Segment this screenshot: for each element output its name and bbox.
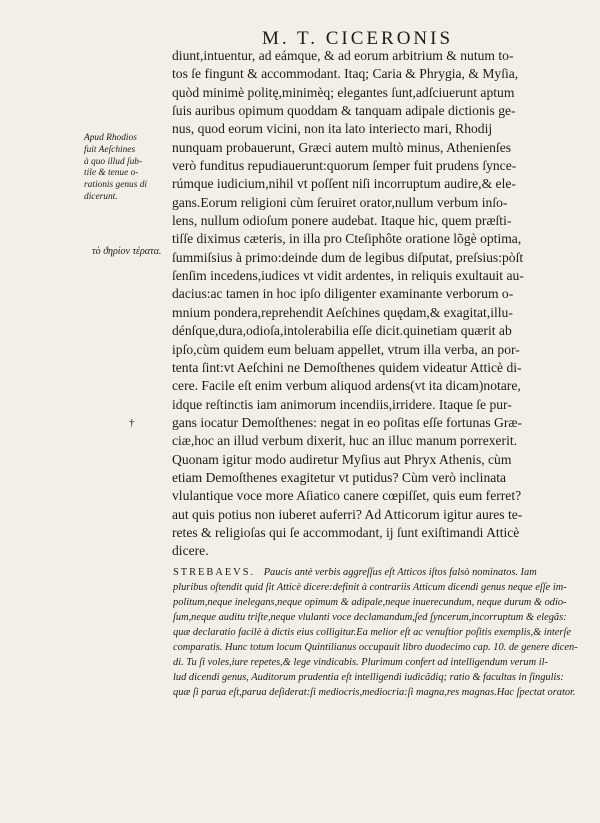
- text-line: verò funditus repudiauerunt:quorum ſemper fuit prudens ſynce-: [172, 158, 517, 174]
- commentary-block: [173, 565, 587, 700]
- text-line: ciæ,hoc an illud verbum dixerit, huc an illuc manum porrexerit.: [172, 433, 518, 449]
- text-line: tenta ſint:vt Aeſchini ne Demoſthenes quidem videatur Atticè di-: [172, 359, 522, 375]
- margin-note-line: à quo illud ſub-: [84, 156, 143, 167]
- text-line: gans.Eorum religioni cùm ſeruiret orator,nullum verbum inſo-: [172, 194, 508, 210]
- text-line: quòd minimè politę,minimèq; elegantes ſunt,adſciuerunt aptum: [172, 84, 515, 100]
- commentary-line: di. Tu ſi voles,iure repetes,& lege vindicabis. Plurimum confert ad intelligendum verum il-: [173, 657, 548, 668]
- text-line: lens, nullum odioſum ponere audebat. Itaque hic, quem præſti-: [172, 213, 512, 229]
- text-line: etiam Demoſthenes exagitetur vt putidus? Cùm verò inclinata: [172, 469, 507, 485]
- text-line: gans iocatur Demoſthenes: negat in eo poſitas eſſe fortunas Græ-: [172, 414, 522, 430]
- text-line: ſummiſsius à primo:deinde dum de legibus diſputat, preſsius:pòſt: [172, 249, 524, 265]
- greek-margin-note: τὸ ϑηρίον τέρατα.: [92, 246, 162, 257]
- commentary-first-text: Paucis antè verbis aggreſſus eſt Atticos iſtos falsò nominatos. Iam: [263, 567, 537, 578]
- text-line: mnium pondera,reprehendit Aeſchines quędam,& exagitat,illu-: [172, 304, 513, 320]
- commentary-first-line: [173, 565, 587, 580]
- text-line: retes & religioſas qui ſe accommodant, ij ſunt exiſtimandi Atticè: [172, 524, 520, 540]
- commentary-line: pluribus oſtendit quid ſit Atticè dicere:definit à contrariis Atticum dicendi genus neque eſſe im-: [173, 582, 567, 593]
- text-line: vlulantique voce more Aſiatico canere cœpiſſet, quis eum ferret?: [172, 488, 522, 504]
- margin-note-line: dicerunt.: [84, 191, 118, 202]
- commentary-line: politum,neque inelegans,neque opimum & adipale,neque inuerecundum, neque durum & odio-: [173, 597, 567, 608]
- margin-note-line: rationis genus di: [84, 180, 148, 191]
- text-line: nus, quod eorum vicini, non ita lato interiecto mari, Rhodij: [172, 121, 493, 137]
- commentary-author: STREBAEVS.: [173, 567, 256, 578]
- commentary-line: quæ ſi parua eſt,parua deſiderat:ſi mediocris,mediocria:ſi magna,res magnas.Hac ſpectat orator.: [173, 687, 576, 698]
- margin-note: [84, 133, 170, 204]
- commentary-line: comparatis. Hunc totum locum Quintilianus occupauit libro duodecimo cap. 10. de genere dicen-: [173, 642, 578, 653]
- margin-note-line: fuit Aeſchines: [84, 144, 136, 155]
- text-line: Quonam igitur modo audiretur Myſius aut Phryx Athenis, cùm: [172, 451, 512, 467]
- running-header: M. T. CICERONIS: [262, 28, 454, 49]
- commentary-line: ſum,neque auditu triſte,neque vlulanti voce declamandum,ſed ſyncerum,incorruptum & elegãs:: [173, 612, 567, 623]
- text-line: aut quis potius non iuberet auferri? Ad Atticorum igitur aures te-: [172, 506, 523, 522]
- margin-note-line: Apud Rhodios: [84, 133, 137, 143]
- text-line: ipſo,cùm quidem eum beluam appellet, vtrum illa verba, an por-: [172, 341, 520, 357]
- margin-note-line: tile & tenue o-: [84, 168, 139, 179]
- text-line: dénſque,dura,odioſa,intolerabilia eſſe dicit.quinetiam quærit ab: [172, 323, 512, 339]
- text-line: idque reſtinctis iam animorum incendiis,irridere. Itaque ſe pur-: [172, 396, 512, 412]
- text-line: dacius:ac tamen in hoc ipſo diligenter examinante verborum o-: [172, 286, 514, 302]
- text-line: tos ſe fingunt & accommodant. Itaq; Caria & Phrygia, & Myſia,: [172, 66, 519, 82]
- text-line: ſenſim incedens,iudices vt vidit ardentes, in reliquis exultauit au-: [172, 268, 524, 284]
- main-text-block: [172, 47, 584, 561]
- text-line: rúmque iudicium,nihil vt poſſent niſi incorruptum audire,& ele-: [172, 176, 516, 192]
- text-line: cere. Facile eſt enim verbum aliquod ardens(vt ita dicam)notare,: [172, 378, 521, 394]
- commentary-line: quæ declaratio facilè à dictis eius colligitur.Ea melior eſt ac venuſtior poſitis exemplis,& interſe: [173, 627, 571, 638]
- dagger-mark: †: [129, 417, 135, 429]
- text-line: ſuis auribus opimum quoddam & tanquam adipale dictionis ge-: [172, 103, 516, 119]
- commentary-lines: [173, 580, 587, 700]
- commentary-line: lud dicendi genus, Auditorum prudentia eſt intelligendi iudicãdiq; ratio & facultas in ſingulis:: [173, 672, 564, 683]
- text-line: dicere.: [172, 543, 209, 559]
- text-line: nunquam probauerunt, Græci autem multò minus, Athenienſes: [172, 139, 512, 155]
- text-line: tiſſe diximus cæteris, in illa pro Cteſiphôte oratione lõgè optima,: [172, 231, 522, 247]
- text-line: diunt,intuentur, ad eámque, & ad eorum arbitrium & nutum to-: [172, 48, 514, 63]
